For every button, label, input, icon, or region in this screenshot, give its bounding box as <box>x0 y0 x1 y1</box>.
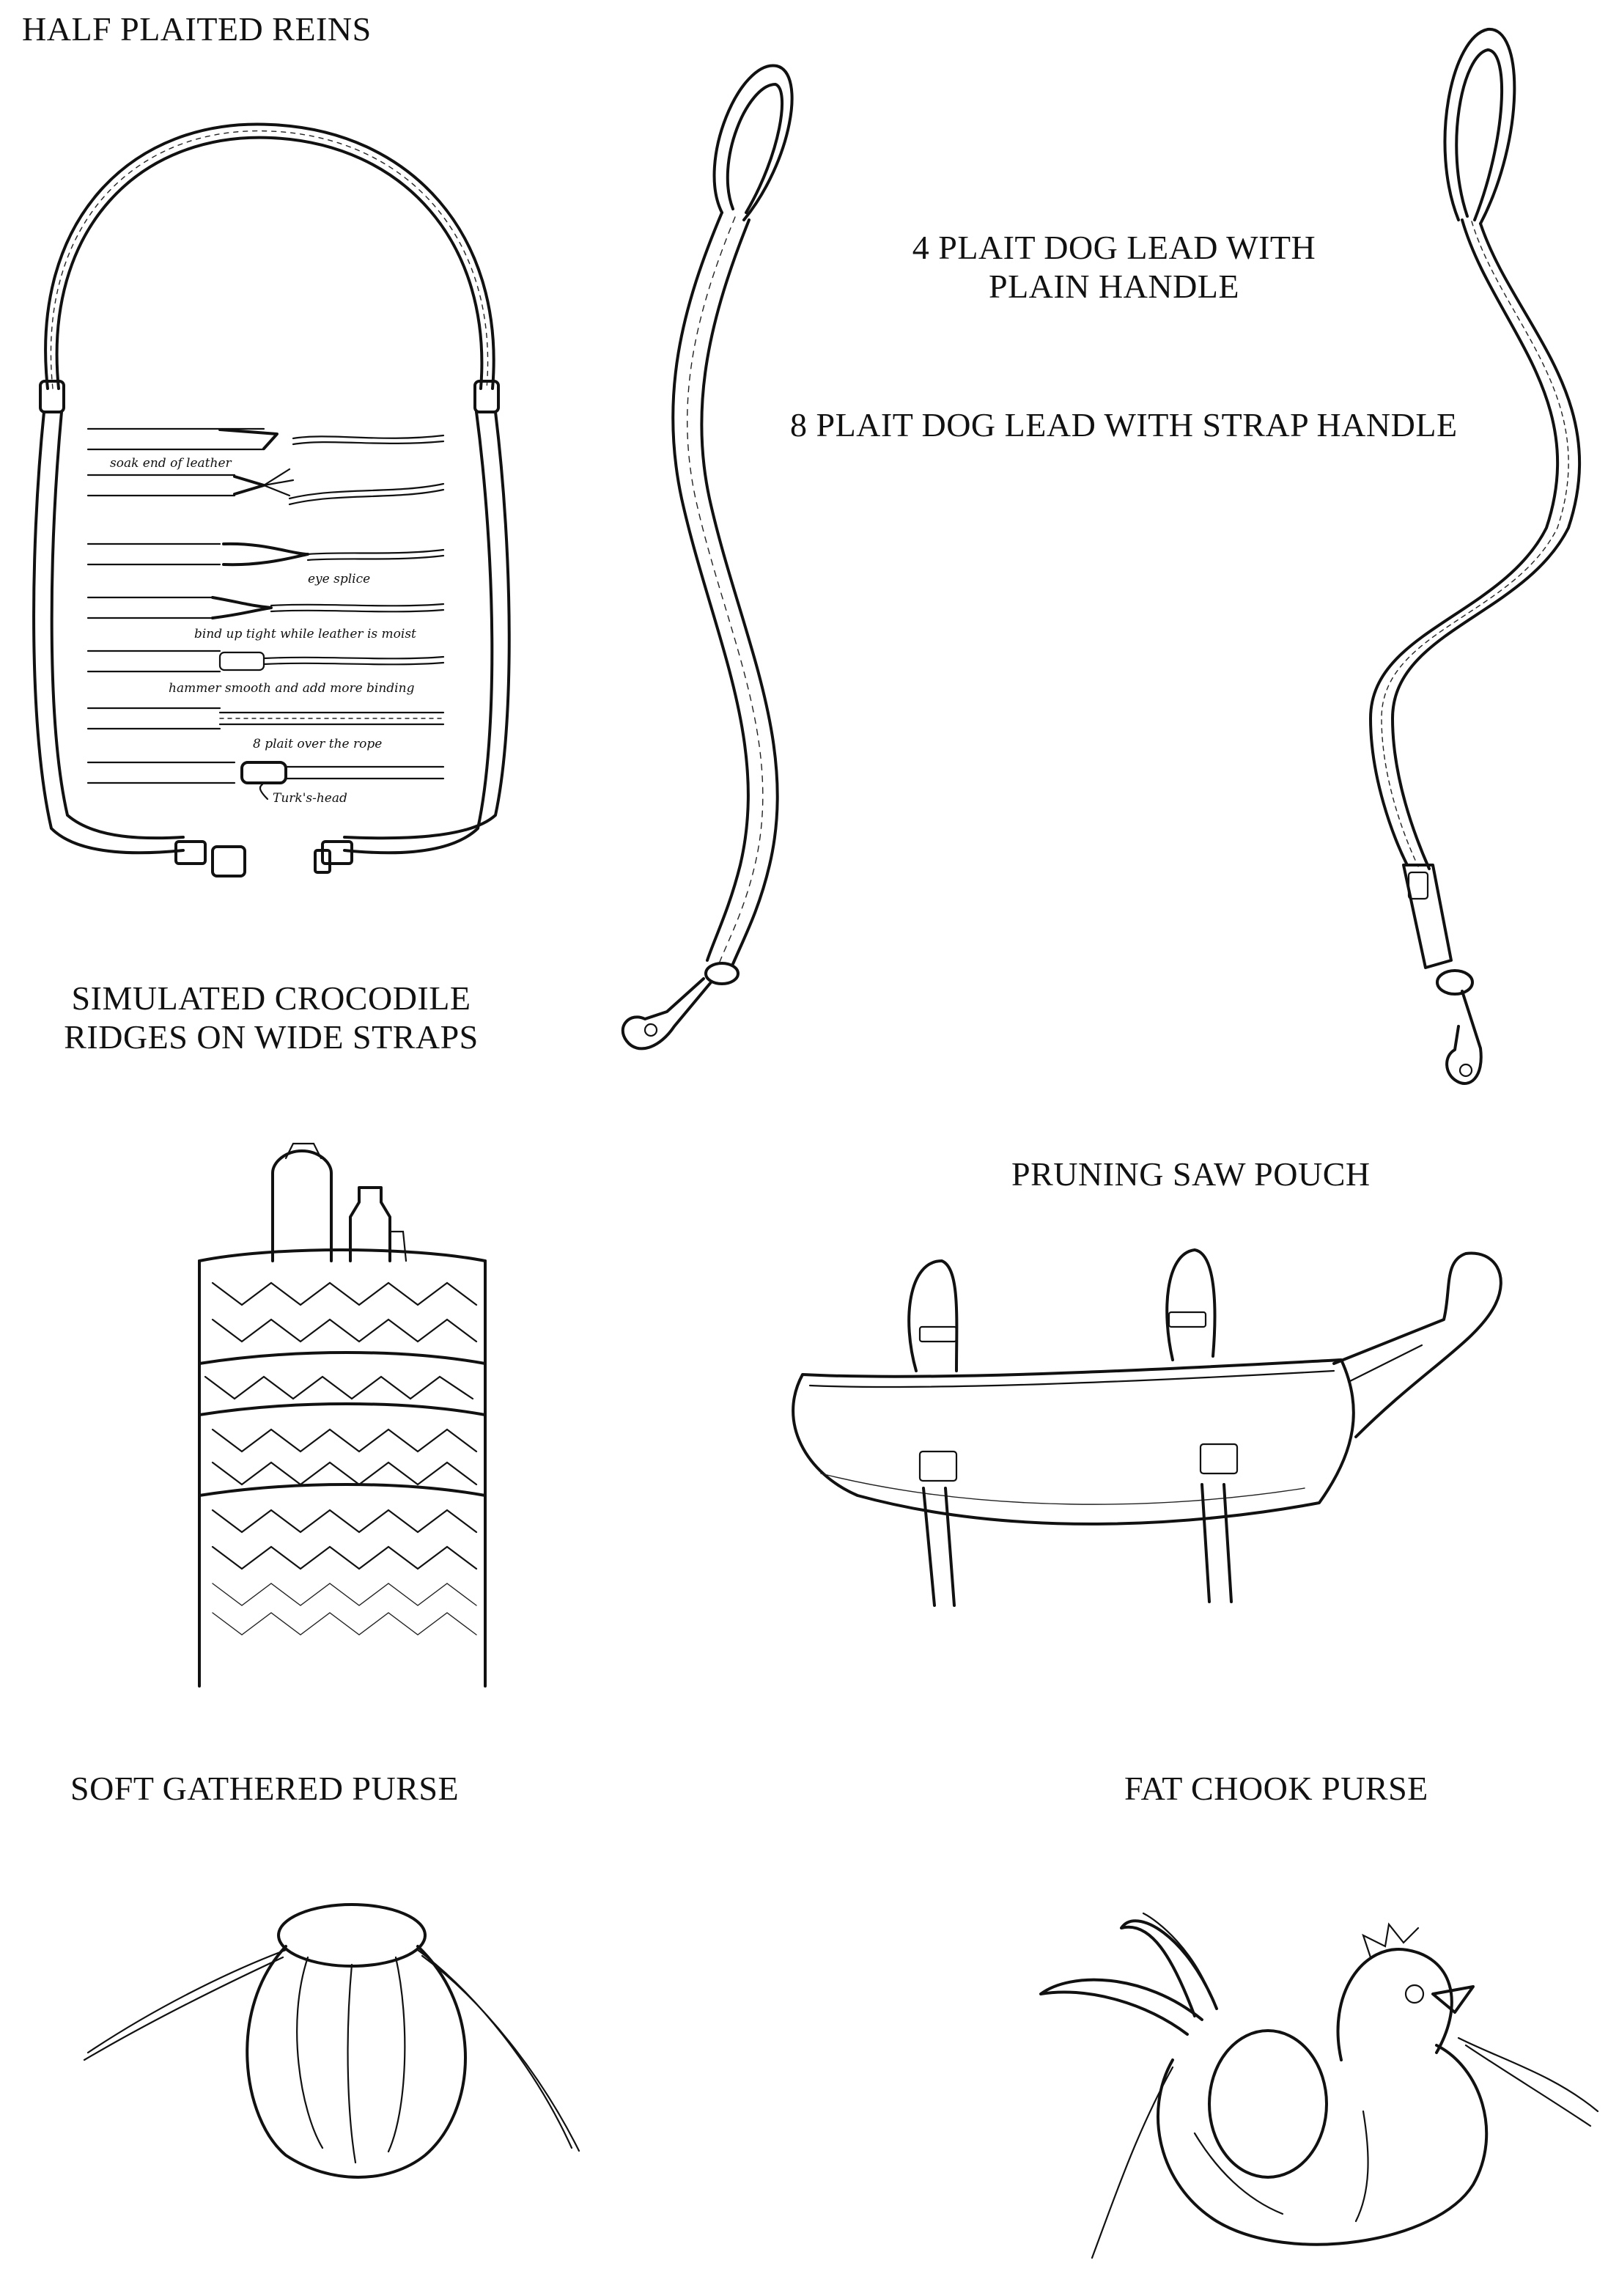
8-plait-dog-lead-illustration <box>1305 15 1612 1100</box>
half-plaited-reins-illustration <box>0 0 528 894</box>
caption-4-plait-dog-lead: 4 PLAIT DOG LEAD WITH PLAIN HANDLE <box>912 229 1316 305</box>
caption-fat-chook-purse: FAT CHOOK PURSE <box>1124 1770 1428 1807</box>
pruning-saw-pouch-illustration <box>762 1232 1539 1642</box>
4-plait-dog-lead-illustration <box>557 44 865 1070</box>
soft-gathered-purse-illustration <box>66 1877 638 2214</box>
rein-step-label: bind up tight while leather is moist <box>194 627 416 641</box>
rein-step-label: soak end of leather <box>110 456 232 471</box>
rein-step-label: 8 plait over the rope <box>253 737 383 751</box>
caption-crocodile-ridges: SIMULATED CROCODILE RIDGES ON WIDE STRAPS <box>64 979 479 1056</box>
rein-splice-steps <box>88 429 443 806</box>
caption-half-plaited-reins: HALF PLAITED REINS <box>22 10 372 48</box>
caption-8-plait-dog-lead: 8 PLAIT DOG LEAD WITH STRAP HANDLE <box>790 406 1458 444</box>
rein-step-label: eye splice <box>308 572 371 586</box>
caption-pruning-saw-pouch: PRUNING SAW POUCH <box>1011 1155 1371 1193</box>
fat-chook-purse-illustration <box>1026 1891 1612 2273</box>
rein-step-label: Turk's-head <box>273 791 347 806</box>
caption-soft-gathered-purse: SOFT GATHERED PURSE <box>70 1770 460 1807</box>
rein-step-label: hammer smooth and add more binding <box>169 681 415 696</box>
crocodile-ridges-illustration <box>183 1129 506 1701</box>
